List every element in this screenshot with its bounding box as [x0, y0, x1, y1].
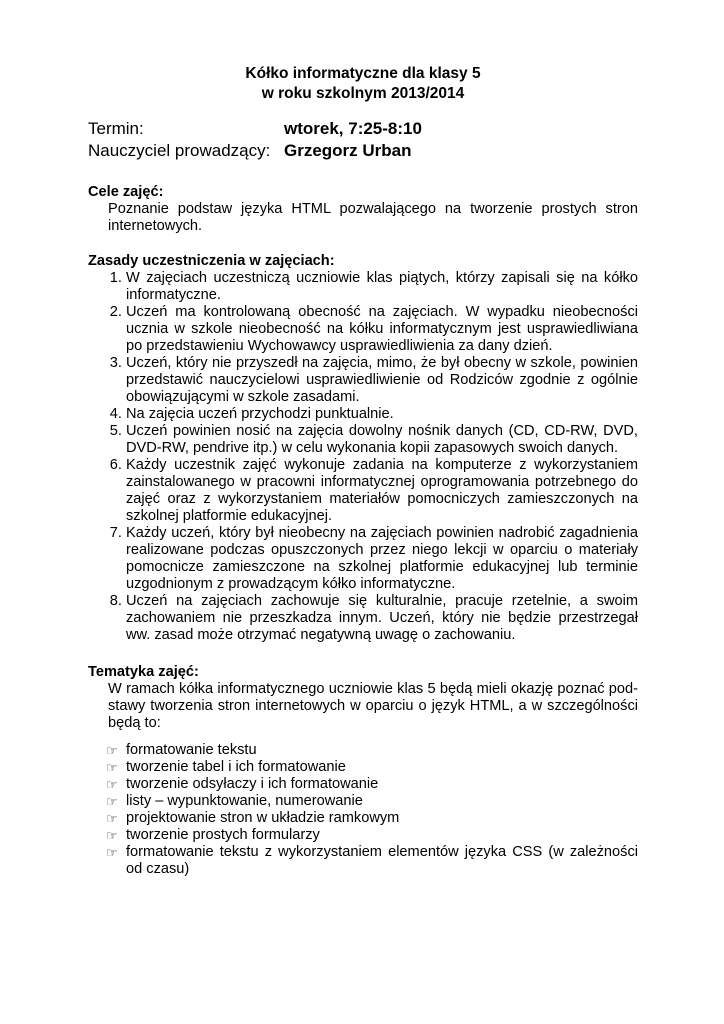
rule-item: 5. Uczeń powinien nosić na zajęcia dowolny nośnik danych (CD, CD-RW, DVD, DVD-RW, pendrive itp.) w celu wykonania kopii zapasowych swoich danych. — [126, 423, 638, 457]
list-item — [106, 742, 638, 759]
title-line-1: Kółko informatyczne dla klasy 5 — [245, 65, 481, 82]
document-title — [88, 64, 638, 104]
list-item — [106, 793, 638, 810]
topic-text: tworzenie prostych formularzy — [126, 827, 320, 843]
list-item — [106, 844, 638, 878]
list-item — [106, 759, 638, 776]
pointing-hand-icon: ☞ — [106, 811, 118, 826]
rule-item: 8. Uczeń na zajęciach zachowuje się kulturalnie, pracuje rzetelnie, a swoim zachowaniem nie przeszkadza innym. Uczeń, który nie będzie przestrzegał ww. zasad może otrzymać negatywną uwagę o zachowaniu. — [126, 593, 638, 644]
topic-text: formatowanie tekstu — [126, 742, 257, 758]
list-item — [106, 810, 638, 827]
term-label: Termin: — [88, 119, 144, 138]
meta-block — [88, 118, 638, 162]
rule-item: 6. Każdy uczestnik zajęć wykonuje zadania na komputerze z wykorzystaniem zainstalowanego w pracowni informatycznej oprogramowania potrzebnego do zajęć oraz z wykorzystaniem materiałów pomocniczych zamieszczonych na szkolnej platformie edukacyjnej. — [126, 457, 638, 525]
goals-section — [88, 184, 638, 235]
goals-heading: Cele zajęć: — [88, 184, 164, 200]
list-item — [106, 827, 638, 844]
rule-item: 3. Uczeń, który nie przyszedł na zajęcia, mimo, że był obecny w szkole, powinien przedstawić nauczycielowi usprawiedliwienie od Rodziców zgodnie z ogólnie obowiązującymi w szkole zasadami. — [126, 355, 638, 406]
topic-text: projektowanie stron w układzie ramkowym — [126, 810, 400, 826]
rules-heading: Zasady uczestniczenia w zajęciach: — [88, 253, 335, 269]
topics-list — [88, 742, 638, 878]
term-row — [88, 118, 638, 140]
teacher-row — [88, 140, 638, 162]
topic-text: formatowanie tekstu z wykorzystaniem elementów języka CSS (w zależności od czasu) — [126, 844, 638, 877]
rules-section — [88, 253, 638, 644]
topics-heading: Tematyka zajęć: — [88, 664, 199, 680]
topics-intro: W ramach kółka informatycznego uczniowie klas 5 będą mieli okazję poznać pod-stawy tworzenia stron internetowych w oparciu o język HTML, a w szczególności będą to: — [108, 681, 638, 731]
rule-item: 4. Na zajęcia uczeń przychodzi punktualnie. — [126, 406, 638, 423]
pointing-hand-icon: ☞ — [106, 845, 118, 860]
goals-text: Poznanie podstaw języka HTML pozwalającego na tworzenie prostych stron internetowych. — [108, 201, 638, 234]
rule-item: 1. W zajęciach uczestniczą uczniowie klas piątych, którzy zapisali się na kółko informatyczne. — [126, 270, 638, 304]
rule-item: 2. Uczeń ma kontrolowaną obecność na zajęciach. W wypadku nieobecności ucznia w szkole nieobecność na kółku informatycznym jest usprawiedliwiana po przedstawieniu Wychowawcy usprawiedliwienia za dany dzień. — [126, 304, 638, 355]
title-line-2: w roku szkolnym 2013/2014 — [261, 85, 465, 102]
pointing-hand-icon: ☞ — [106, 777, 118, 792]
rules-list — [88, 270, 638, 644]
pointing-hand-icon: ☞ — [106, 794, 118, 809]
pointing-hand-icon: ☞ — [106, 828, 118, 843]
topic-text: listy – wypunktowanie, numerowanie — [126, 793, 363, 809]
teacher-value: Grzegorz Urban — [284, 141, 412, 160]
rule-item: 7. Każdy uczeń, który był nieobecny na zajęciach powinien nadrobić zagadnienia realizowane podczas opuszczonych przez niego lekcji w oparciu o materiały pomocnicze zamieszczone na szkolnej platformie edukacyjnej lub terminie uzgodnionym z prowadzącym kółko informatyczne. — [126, 525, 638, 593]
document-page — [88, 0, 638, 878]
topics-section — [88, 664, 638, 878]
pointing-hand-icon: ☞ — [106, 743, 118, 758]
teacher-label: Nauczyciel prowadzący: — [88, 141, 271, 160]
topic-text: tworzenie odsyłaczy i ich formatowanie — [126, 776, 379, 792]
topic-text: tworzenie tabel i ich formatowanie — [126, 759, 346, 775]
list-item — [106, 776, 638, 793]
pointing-hand-icon: ☞ — [106, 760, 118, 775]
term-value: wtorek, 7:25-8:10 — [284, 119, 422, 138]
